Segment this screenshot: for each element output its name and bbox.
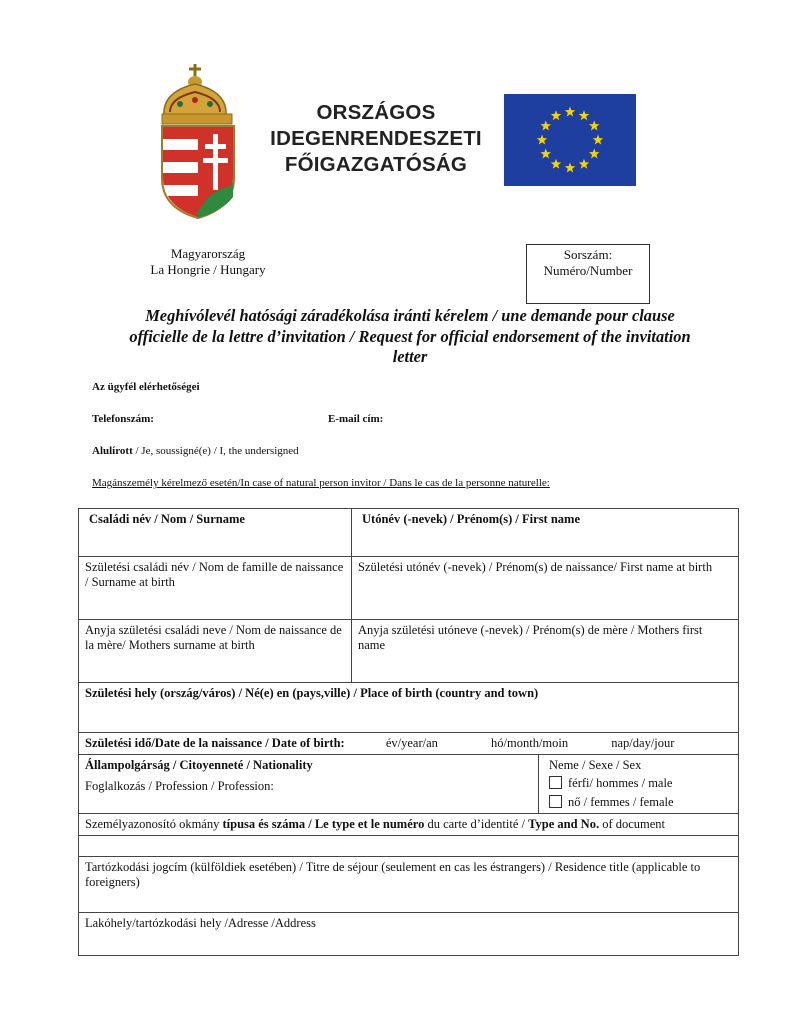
address-field[interactable]: [79, 913, 739, 956]
title-line-1: Meghívólevél hatósági záradékolása iránti kérelem / une demande pour clause: [145, 306, 675, 325]
agency-line-3: FŐIGAZGATÓSÁG: [284, 153, 468, 176]
sex-option-female[interactable]: [549, 795, 728, 810]
sex-option-male[interactable]: [549, 776, 728, 791]
female-label: nő / femmes / female: [568, 795, 674, 809]
agency-name: [268, 100, 484, 178]
profession-label: Foglalkozás / Profession / Profession:: [85, 779, 274, 793]
first-name-field[interactable]: [352, 509, 739, 557]
undersigned-line: [92, 445, 299, 457]
undersigned-rest: / Je, soussigné(e) / I, the undersigned: [132, 445, 299, 457]
serial-label-hu: Sorszám:: [563, 247, 613, 262]
first-name-at-birth-field[interactable]: [352, 557, 739, 620]
surname-at-birth-label: Születési családi név / Nom de famille de naissance / Surname at birth: [85, 560, 344, 589]
country-label: [140, 246, 276, 278]
place-of-birth-field[interactable]: [79, 683, 739, 733]
id-document-label-row: [79, 814, 739, 836]
id-doc-part-c: du carte d’identité /: [424, 817, 529, 831]
id-doc-part-a: Személyazonosító okmány: [85, 817, 223, 831]
phone-label[interactable]: Telefonszám:: [92, 413, 154, 425]
form-title: [100, 306, 720, 368]
male-checkbox[interactable]: [549, 776, 562, 789]
surname-label: Családi név / Nom / Surname: [89, 512, 245, 526]
date-of-birth-field[interactable]: [79, 733, 739, 755]
client-contacts-label: Az ügyfél elérhetőségei: [92, 381, 200, 393]
day-label: nap/day/jour: [611, 736, 675, 750]
first-name-label: Utónév (-nevek) / Prénom(s) / First name: [362, 512, 581, 526]
serial-label-fr-en: Numéro/Number: [543, 263, 633, 278]
mother-first-name-field[interactable]: [352, 620, 739, 683]
id-doc-part-d: Type and No.: [528, 817, 600, 831]
date-of-birth-label: Születési idő/Date de la naissance / Date of birth:: [85, 736, 345, 750]
residence-title-label: Tartózkodási jogcím (külföldiek esetében) / Titre de séjour (seulement en cas les éstrangers) / Residence title (applicable to foreigners): [85, 860, 701, 889]
residence-title-field[interactable]: [79, 857, 739, 913]
surname-field[interactable]: [79, 509, 352, 557]
nationality-label: Állampolgárság / Citoyenneté / Nationality: [85, 758, 313, 772]
address-label: Lakóhely/tartózkodási hely /Adresse /Address: [85, 916, 316, 930]
mother-surname-field[interactable]: [79, 620, 352, 683]
sex-label: Neme / Sexe / Sex: [549, 758, 642, 772]
nationality-profession-field[interactable]: [79, 755, 539, 814]
first-name-at-birth-label: Születési utónév (-nevek) / Prénom(s) de naissance/ First name at birth: [358, 560, 713, 574]
agency-line-2: IDEGENRENDESZETI: [270, 127, 482, 150]
eu-flag-icon: [504, 94, 636, 186]
natural-person-note: Magánszemély kérelmező esetén/In case of natural person invitor / Dans le cas de la personne naturelle:: [92, 477, 550, 489]
undersigned-bold: Alulírott: [92, 445, 133, 457]
country-fr-en: La Hongrie / Hungary: [150, 262, 266, 277]
mother-first-name-label: Anyja születési utóneve (-nevek) / Prénom(s) de mère / Mothers first name: [358, 623, 703, 652]
title-line-2: officielle de la lettre d’invitation / Request for official endorsement of the invitation: [129, 326, 691, 346]
sex-field: [539, 755, 739, 814]
male-label: férfi/ hommes / male: [568, 776, 673, 790]
surname-at-birth-field[interactable]: [79, 557, 352, 620]
id-document-field[interactable]: [79, 836, 739, 857]
agency-line-1: ORSZÁGOS: [316, 101, 436, 124]
female-checkbox[interactable]: [549, 795, 562, 808]
id-doc-part-e: of document: [599, 817, 666, 831]
email-label[interactable]: E-mail cím:: [328, 413, 384, 425]
country-hu: Magyarország: [170, 246, 246, 261]
id-doc-part-b: típusa és száma / Le type et le numéro: [222, 817, 425, 831]
hungarian-coat-of-arms-icon: [158, 62, 238, 220]
serial-number-box[interactable]: [526, 244, 650, 304]
personal-data-form: [78, 508, 739, 956]
title-line-3: letter: [392, 347, 428, 366]
month-label: hó/month/moin: [491, 736, 569, 750]
year-label: év/year/an: [385, 736, 438, 750]
mother-surname-label: Anyja születési családi neve / Nom de naissance de la mère/ Mothers surname at birth: [85, 623, 342, 652]
place-of-birth-label: Születési hely (ország/város) / Né(e) en (pays,ville) / Place of birth (country and town): [85, 686, 539, 700]
